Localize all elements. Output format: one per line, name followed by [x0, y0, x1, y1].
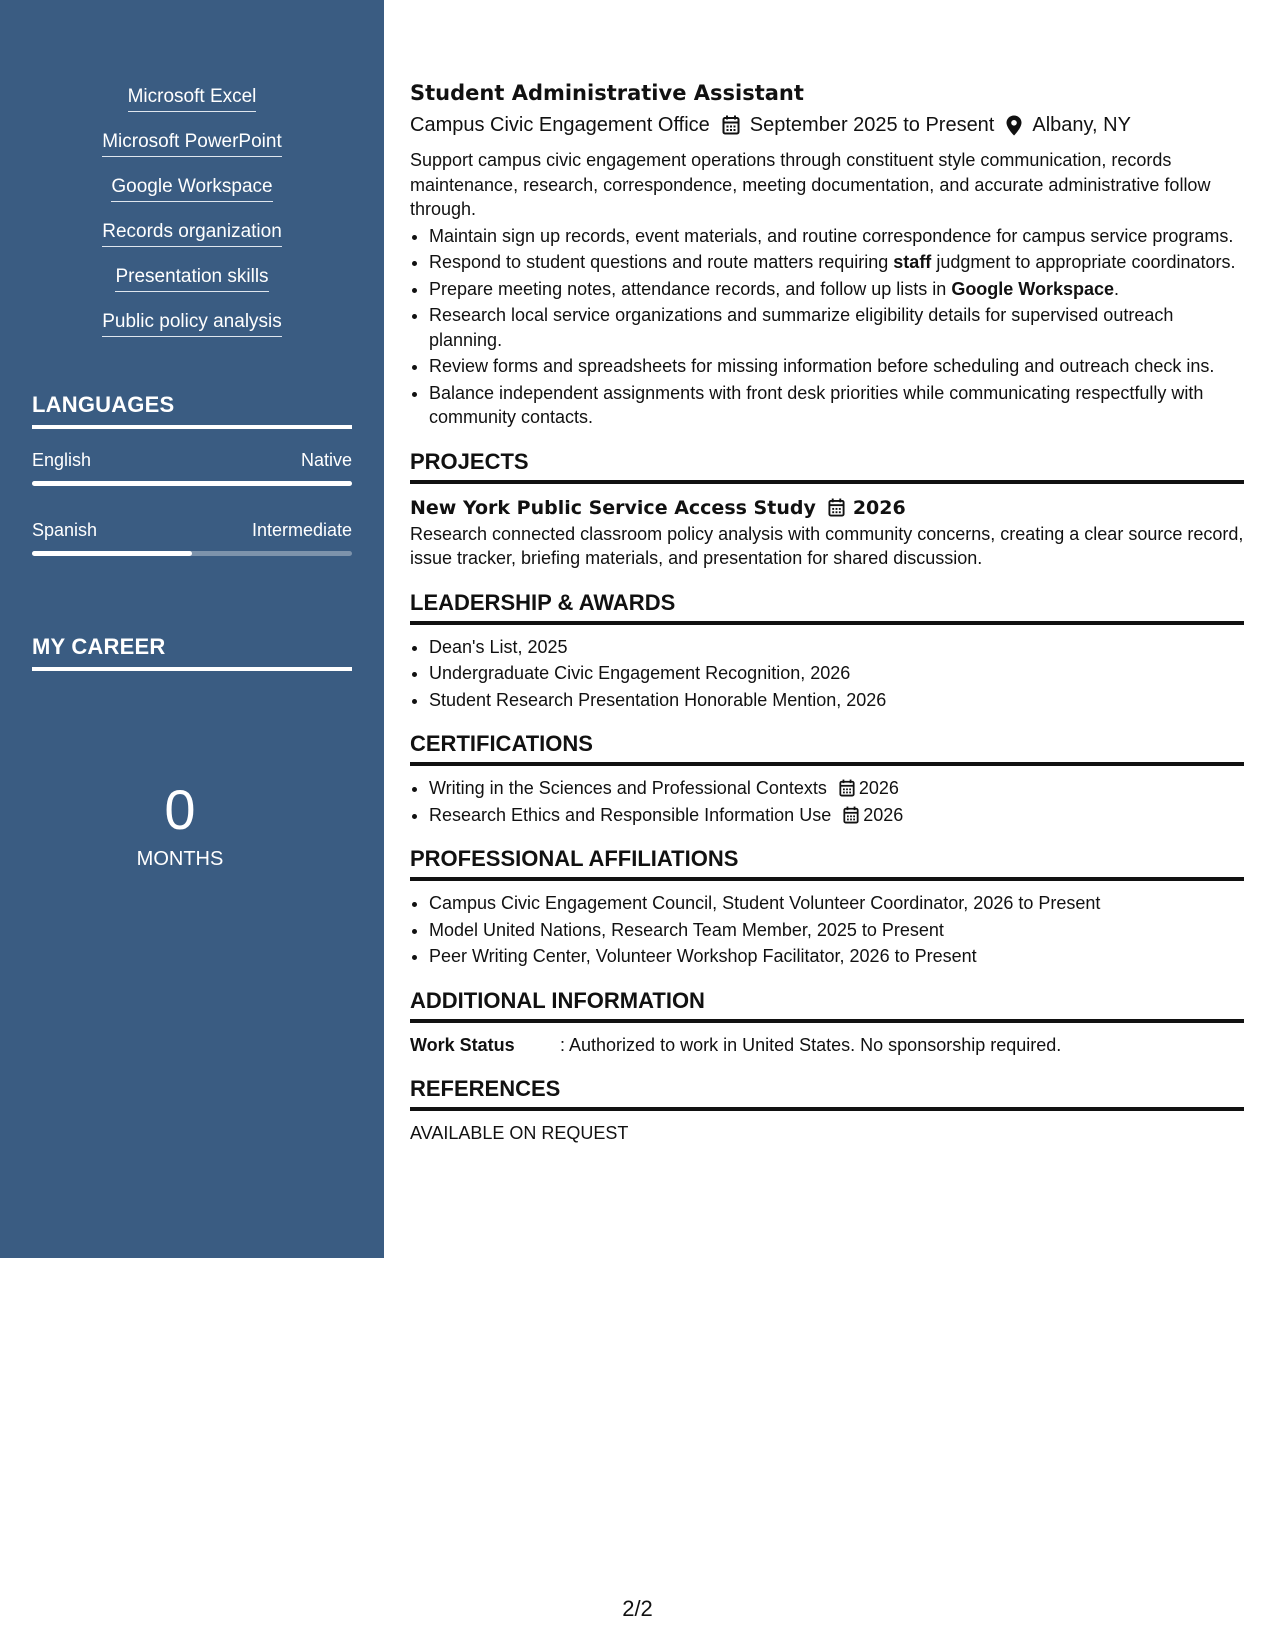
job-location: Albany, NY — [1032, 114, 1131, 136]
language-level: Native — [300, 450, 352, 470]
language-name: English — [32, 450, 92, 470]
map-pin-icon — [1006, 115, 1022, 136]
page-number: 2/2 — [622, 1596, 653, 1621]
calendar-icon — [722, 115, 740, 135]
project-title: New York Public Service Access Study — [410, 496, 816, 519]
list-item — [429, 776, 1244, 801]
calendar-icon — [828, 498, 845, 517]
affiliations-heading: PROFESSIONAL AFFILIATIONS — [410, 845, 1244, 881]
leadership-heading: LEADERSHIP & AWARDS — [410, 589, 1244, 625]
references-text: AVAILABLE ON REQUEST — [410, 1123, 629, 1143]
list-item: • Prepare meeting notes, attendance records, and follow up lists in Google Workspace. — [429, 277, 1244, 302]
certifications-list — [410, 776, 1244, 827]
job-meta — [410, 110, 1244, 140]
list-item — [429, 803, 1244, 828]
languages-heading: LANGUAGES — [32, 392, 352, 429]
certification-year: 2026 — [863, 804, 904, 825]
list-item: • Campus Civic Engagement Council, Student Volunteer Coordinator, 2026 to Present — [429, 891, 1244, 916]
project-title-row — [410, 494, 1244, 522]
calendar-icon — [839, 779, 855, 797]
list-item: • Respond to student questions and route matters requiring staff judgment to appropriate coordinators. — [429, 250, 1244, 275]
job-bullets — [410, 224, 1244, 430]
references-heading: REFERENCES — [410, 1075, 1244, 1111]
list-item: • Undergraduate Civic Engagement Recognition, 2026 — [429, 661, 1244, 686]
list-item: • Peer Writing Center, Volunteer Workshop Facilitator, 2026 to Present — [429, 944, 1244, 969]
list-item: • Balance independent assignments with front desk priorities while communicating respectfully with community contacts. — [429, 381, 1244, 430]
sidebar — [0, 0, 384, 1258]
language-proficiency-fill — [32, 481, 352, 486]
language-english — [32, 450, 352, 486]
job-employer: Campus Civic Engagement Office — [410, 114, 710, 136]
certification-name: • Research Ethics and Responsible Information Use — [429, 804, 832, 825]
language-proficiency-bar — [32, 551, 352, 556]
language-spanish — [32, 520, 352, 556]
calendar-icon — [843, 806, 859, 824]
work-status-label: Work Status — [410, 1034, 515, 1055]
list-item: • Research local service organizations and summarize eligibility details for supervised outreach planning. — [429, 303, 1244, 352]
leadership-list — [410, 635, 1244, 713]
list-item: • Student Research Presentation Honorable Mention, 2026 — [429, 688, 1244, 713]
job-dates: September 2025 to Present — [749, 114, 995, 136]
project-description: Research connected classroom policy analysis with community concerns, creating a clear source record, issue tracker, briefing materials, and presentation for shared discussion. — [410, 523, 1244, 568]
list-item: • Model United Nations, Research Team Member, 2025 to Present — [429, 918, 1244, 943]
job-title: Student Administrative Assistant — [410, 81, 804, 105]
career-months-unit: MONTHS — [136, 848, 224, 870]
certifications-heading: CERTIFICATIONS — [410, 730, 1244, 766]
main-content — [410, 78, 1244, 1146]
skill-link[interactable]: Records organization — [102, 221, 282, 247]
work-status-row — [410, 1033, 1244, 1058]
list-item: • Maintain sign up records, event materials, and routine correspondence for campus service programs. — [429, 224, 1244, 249]
language-level: Intermediate — [251, 520, 352, 540]
skill-link[interactable]: Microsoft Excel — [128, 86, 257, 112]
list-item: • Review forms and spreadsheets for missing information before scheduling and outreach check ins. — [429, 354, 1244, 379]
work-status-value: : Authorized to work in United States. No sponsorship required. — [560, 1034, 1062, 1055]
affiliations-list — [410, 891, 1244, 969]
additional-info-heading: ADDITIONAL INFORMATION — [410, 987, 1244, 1023]
language-proficiency-fill — [32, 551, 192, 556]
language-name: Spanish — [32, 520, 98, 540]
career-heading: MY CAREER — [32, 634, 352, 671]
job-summary: Support campus civic engagement operations through constituent style communication, records maintenance, research, correspondence, meeting documentation, and accurate administrative follow through. — [410, 150, 1211, 219]
language-proficiency-bar — [32, 481, 352, 486]
skill-link[interactable]: Public policy analysis — [102, 311, 282, 337]
skill-link[interactable]: Microsoft PowerPoint — [102, 131, 282, 157]
skill-link[interactable]: Google Workspace — [111, 176, 272, 202]
project-year: 2026 — [852, 496, 906, 519]
skills-list — [0, 86, 384, 356]
certification-name: • Writing in the Sciences and Professional Contexts — [429, 778, 827, 798]
certification-year: 2026 — [858, 778, 899, 798]
skill-link[interactable]: Presentation skills — [115, 266, 268, 292]
career-months-value: 0 — [164, 778, 196, 841]
projects-heading: PROJECTS — [410, 448, 1244, 484]
list-item: • Dean's List, 2025 — [429, 635, 1244, 660]
